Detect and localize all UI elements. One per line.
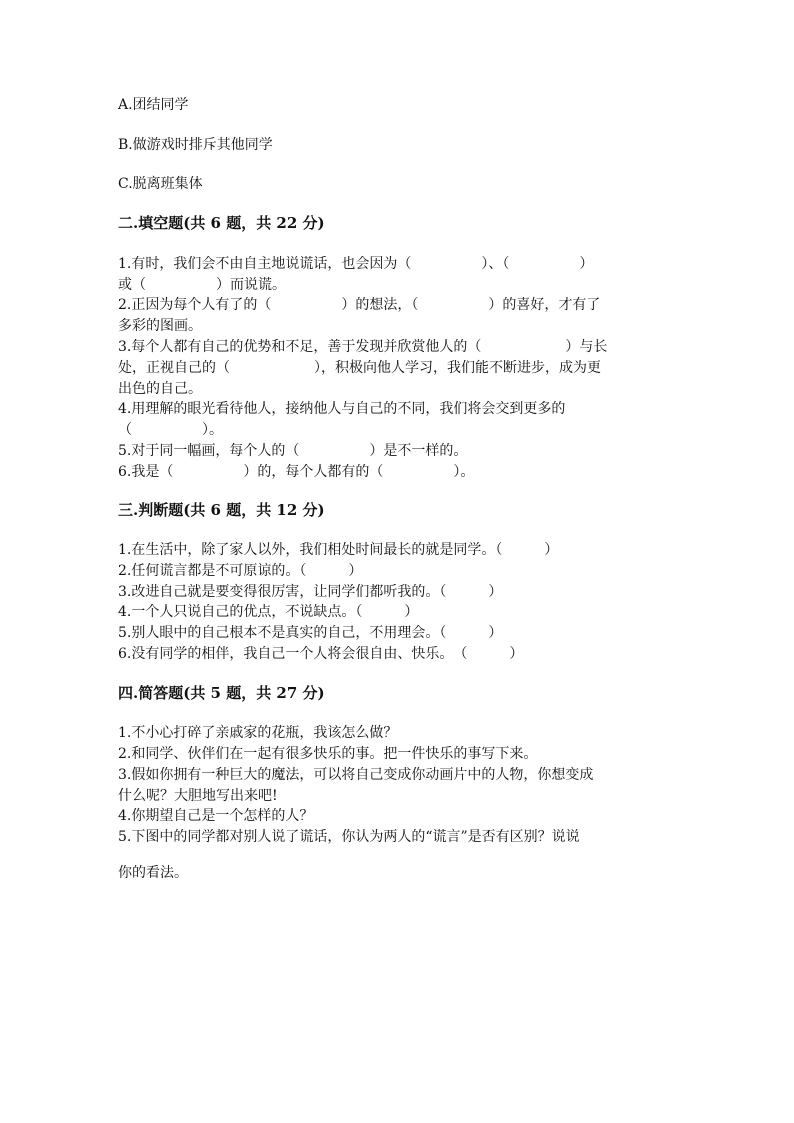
fill-line: 5.对于同一幅画，每个人的（ ）是不一样的。 — [118, 443, 468, 459]
judge-line: 2.任何谎言都是不可原谅的。（ ） — [118, 563, 363, 579]
answer-line: 3.假如你拥有一种巨大的魔法，可以将自己变成你动画片中的人物，你想变成 — [118, 767, 594, 783]
fill-line: 出色的自己。 — [118, 381, 202, 397]
answer-line: 什么呢？大胆地写出来吧! — [118, 788, 278, 804]
judge-line: 1.在生活中，除了家人以外，我们相处时间最长的就是同学。（ ） — [118, 542, 559, 558]
answer-line: 4.你期望自己是一个怎样的人？ — [118, 808, 314, 824]
answer-line: 5.下图中的同学都对别人说了谎话，你认为两人的“谎言”是否有区别？说说 — [118, 829, 580, 845]
section-title-fill-blank: 二.填空题(共 6 题，共 22 分) — [118, 214, 325, 232]
answer-line: 你的看法。 — [118, 865, 188, 881]
fill-line: 或（ ）而说谎。 — [118, 277, 286, 293]
fill-line: 4.用理解的眼光看待他人，接纳他人与自己的不同，我们将会交到更多的 — [118, 401, 566, 417]
answer-line: 1.不小心打碎了亲戚家的花瓶，我该怎么做？ — [118, 725, 398, 741]
option-c: C.脱离班集体 — [118, 176, 203, 192]
fill-line: 处，正视自己的（ ），积极向他人学习，我们能不断进步，成为更 — [118, 360, 601, 376]
fill-line: （ ）。 — [118, 422, 223, 438]
section-title-true-false: 三.判断题(共 6 题，共 12 分) — [118, 501, 325, 519]
answer-line: 2.和同学、伙伴们在一起有很多快乐的事。把一件快乐的事写下来。 — [118, 746, 538, 762]
fill-line: 3.每个人都有自己的优势和不足，善于发现并欣赏他人的（ ）与长 — [118, 339, 608, 355]
fill-line: 2.正因为每个人有了的（ ）的想法，（ ）的喜好，才有了 — [118, 297, 601, 313]
fill-line: 1.有时，我们会不由自主地说谎话，也会因为（ ）、（ ） — [118, 256, 594, 272]
option-b: B.做游戏时排斥其他同学 — [118, 137, 273, 153]
option-a: A.团结同学 — [118, 97, 189, 113]
judge-line: 6.没有同学的相伴，我自己一个人将会很自由、快乐。 （ ） — [118, 646, 524, 662]
fill-line: 多彩的图画。 — [118, 318, 202, 334]
judge-line: 4.一个人只说自己的优点，不说缺点。（ ） — [118, 604, 419, 620]
fill-line: 6.我是（ ）的，每个人都有的（ ）。 — [118, 464, 475, 480]
section-title-short-answer: 四.简答题(共 5 题，共 27 分) — [118, 684, 325, 702]
judge-line: 3.改进自己就是要变得很厉害，让同学们都听我的。（ ） — [118, 584, 503, 600]
judge-line: 5.别人眼中的自己根本不是真实的自己，不用理会。（ ） — [118, 625, 503, 641]
